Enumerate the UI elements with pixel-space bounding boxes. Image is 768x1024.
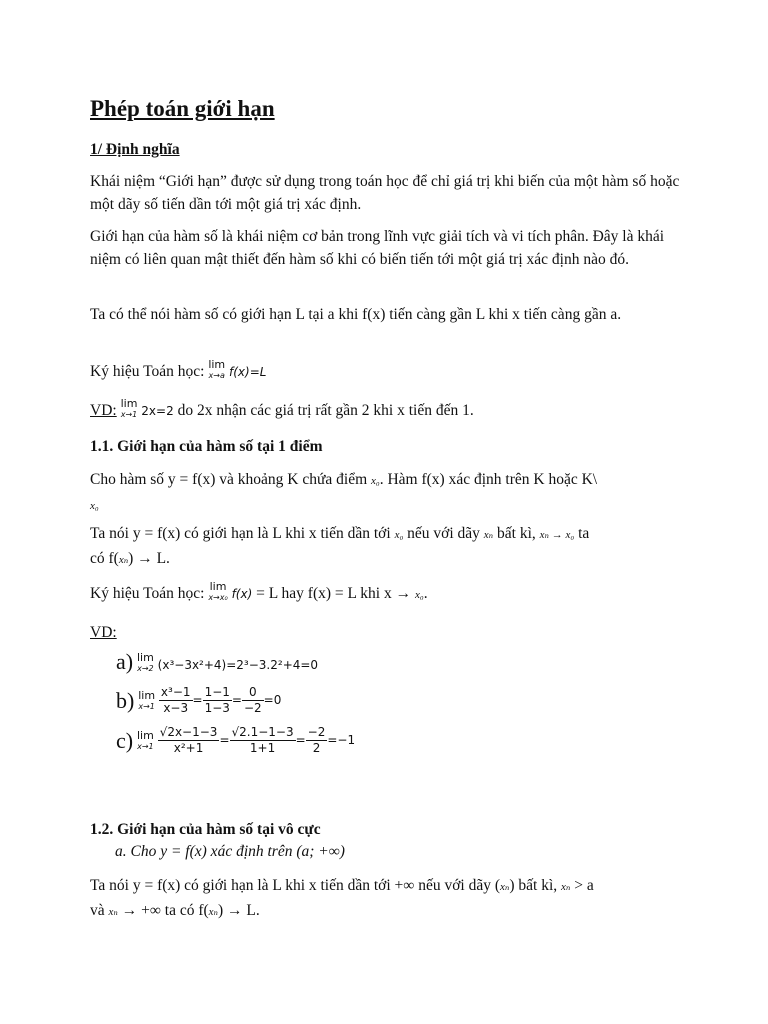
section-1-paragraph-3: Ta có thể nói hàm số có giới hạn L tại a khi f(x) tiến càng gần L khi x tiến càng gần a. <box>90 306 622 323</box>
example-b: b) lim x→1 $\frac{\text{x³−1}}{x-3}$ = $\frac{1-1}{1-3}$ = $\frac{0}{-2}$ =0 <box>116 685 282 715</box>
section-1-1-heading: 1.1. Giới hạn của hàm số tại 1 điểm <box>90 438 323 455</box>
example-text: do 2x nhận các giá trị rất gần 2 khi x tiến đến 1. <box>173 402 474 419</box>
section-1-2-heading: 1.2. Giới hạn của hàm số tại vô cực <box>90 821 321 838</box>
fraction: $\frac{√2.1-1-3}{1+1}$ <box>231 725 294 755</box>
limit-symbol: lim x→x₀ <box>208 580 228 602</box>
fraction: $\frac{√2x-1-3}{\text{x²+1}}$ <box>159 725 218 755</box>
limit-symbol: lim x→2 <box>136 651 154 673</box>
section-1-heading: 1/ Định nghĩa <box>90 141 180 158</box>
limit-symbol: lim x→1 <box>120 397 138 419</box>
page-title: Phép toán giới hạn <box>90 96 275 121</box>
notation-label: Ký hiệu Toán học: <box>90 363 209 380</box>
limit-expression: 2x=2 <box>141 404 174 418</box>
fraction: $\frac{1-1}{1-3}$ <box>204 685 230 715</box>
section-1-2-paragraph: Ta nói y = f(x) có giới hạn là L khi x tiến dần tới +∞ nếu với dãy (xₙ) bất kì, xₙ > a và xₙ → +∞ ta có f(xₙ) → L. <box>90 877 594 919</box>
limit-symbol: lim x→a <box>208 358 226 380</box>
section-1-1-paragraph-1: Cho hàm số y = f(x) và khoảng K chứa điểm x₀. Hàm f(x) xác định trên K hoặc K\ x₀ <box>90 471 598 512</box>
notation-line <box>90 359 266 384</box>
limit-symbol: lim x→1 <box>138 688 156 711</box>
section-1-1-paragraph-2: Ta nói y = f(x) có giới hạn là L khi x tiến dần tới x₀ nếu với dãy xₙ bất kì, xₙ → x₀ ta có f(xₙ) → L. <box>90 525 590 567</box>
fraction: $\frac{-2}{2}$ <box>307 725 326 755</box>
section-1-2-item-a: a. Cho y = f(x) xác định trên (a; +∞) <box>115 843 345 860</box>
example-a: a) lim x→2 (x³−3x²+4)=2³−3.2²+4=0 <box>116 649 319 674</box>
section-1-paragraph-1: Khái niệm “Giới hạn” được sử dụng trong toán học để chỉ giá trị khi biến của một hàm số hoặc một dãy số tiến dần tới một giá trị xác định. <box>90 173 680 213</box>
example-line <box>90 398 474 423</box>
example-c: c) lim x→1 $\frac{√2x-1-3}{\text{x²+1}}$ = $\frac{√2.1-1-3}{1+1}$ = $\frac{-2}{2}$ =−1 <box>116 725 356 755</box>
limit-expression: f(x)=L <box>229 365 267 379</box>
fraction: $\frac{\text{x³−1}}{x-3}$ <box>160 685 191 715</box>
section-1-1-example-label: VD: <box>90 624 117 641</box>
example-label: VD: <box>90 402 117 419</box>
section-1-paragraph-2: Giới hạn của hàm số là khái niệm cơ bản trong lĩnh vực giải tích và vi tích phân. Đây là khái niệm có liên quan mật thiết đến hàm số khi có biến tiến tới một giá trị xác định nào đó. <box>90 228 665 268</box>
section-1-1-notation-line: Ký hiệu Toán học: lim x→x₀ f(x) = L hay f(x) = L khi x → x₀. <box>90 580 428 602</box>
fraction: $\frac{0}{-2}$ <box>243 685 262 715</box>
limit-symbol: lim x→1 <box>136 728 154 751</box>
